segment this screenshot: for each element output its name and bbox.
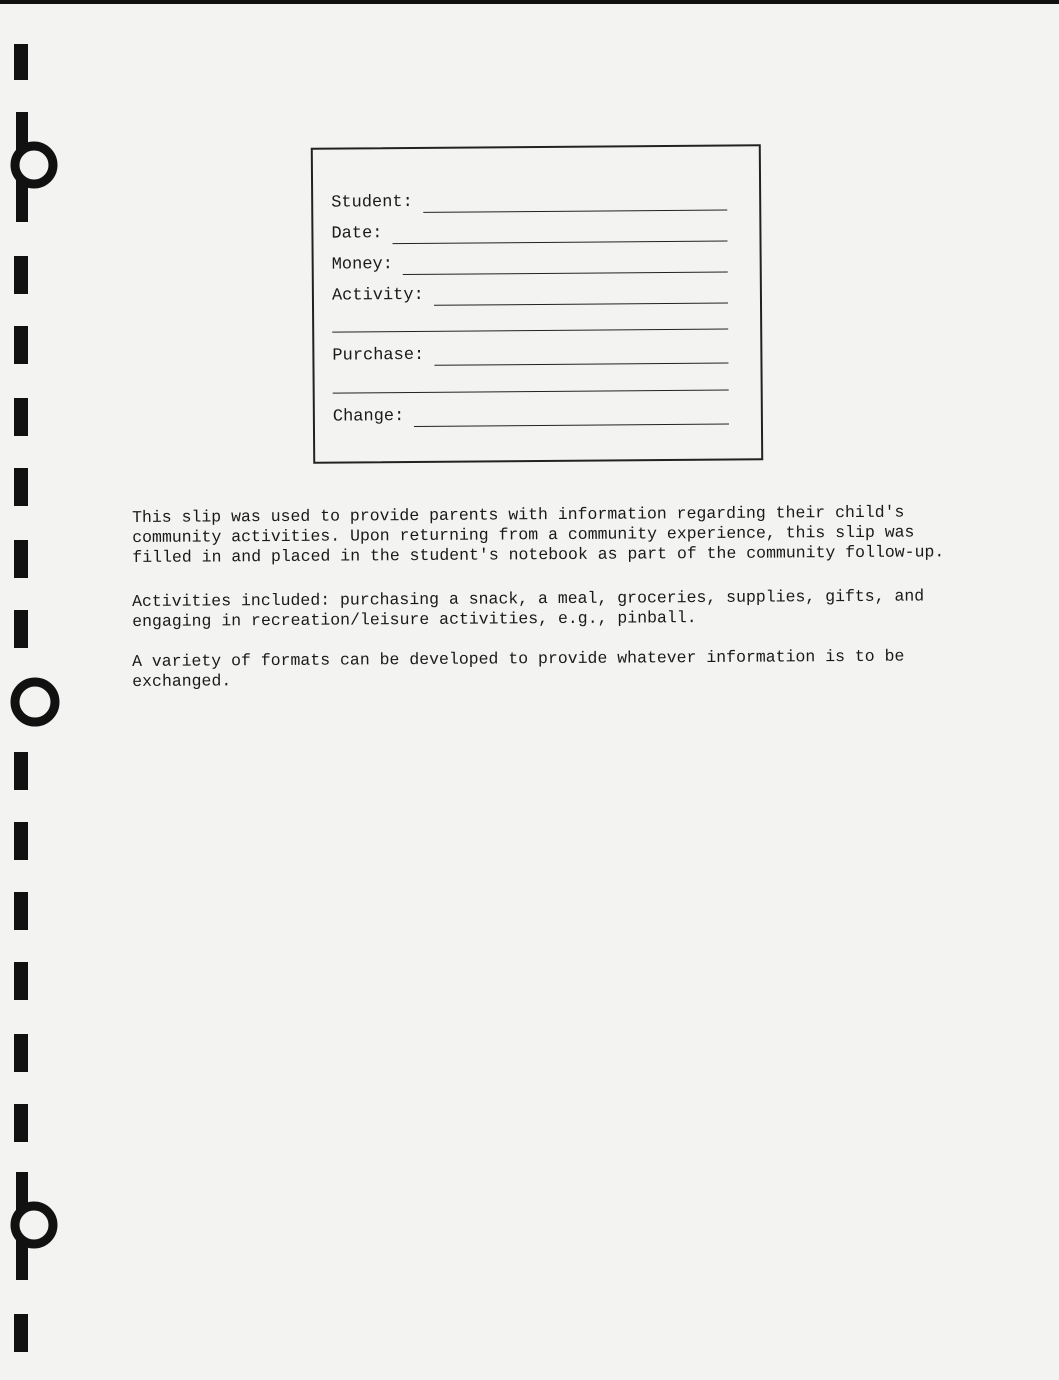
binder-tick [14, 610, 28, 648]
money-label: Money: [331, 255, 393, 275]
description-paragraph-2: Activities included: purchasing a snack, a meal, groceries, supplies, gifts, and engaging in recreation/leisure activities, e.g., pinball. [132, 586, 925, 631]
binder-hole-ring [15, 682, 55, 722]
change-row [333, 404, 729, 427]
date-label: Date: [331, 224, 383, 244]
purchase-row [332, 343, 728, 366]
binder-tick [14, 1034, 28, 1072]
student-blank-line [423, 196, 727, 213]
purchase-extra-line [333, 389, 729, 393]
purchase-label: Purchase: [332, 345, 425, 366]
binder-tick [14, 1314, 28, 1352]
binder-tick [14, 468, 28, 506]
student-label: Student: [331, 192, 413, 213]
binder-tick [14, 398, 28, 436]
community-slip-form [311, 144, 763, 464]
binder-hole-ring [15, 1206, 53, 1244]
date-blank-line [392, 227, 727, 245]
binder-tick [14, 822, 28, 860]
binder-margin [0, 0, 70, 1380]
binder-tick [14, 962, 28, 1000]
description-paragraph-3: A variety of formats can be developed to provide whatever information is to be exchanged. [132, 646, 905, 691]
money-blank-line [403, 258, 728, 276]
activity-row [332, 284, 728, 307]
activity-extra-line [332, 328, 728, 332]
description-paragraph-1: This slip was used to provide parents with information regarding their child's community activities. Upon returning from a community experience, this slip was filled in and placed in the student's notebook as part of the community follow-up. [132, 502, 945, 567]
binder-tick [14, 1104, 28, 1142]
binder-tick [14, 752, 28, 790]
student-row [331, 191, 727, 214]
binder-hole-ring [15, 146, 53, 184]
binder-tick [14, 892, 28, 930]
activity-blank-line [434, 289, 728, 306]
activity-label: Activity: [331, 285, 424, 306]
purchase-blank-line [434, 348, 728, 365]
binder-tick [14, 326, 28, 364]
binder-tick [14, 256, 28, 294]
date-row [331, 222, 727, 245]
page-top-edge [0, 0, 1059, 4]
binder-tick [14, 44, 28, 80]
money-row [332, 253, 728, 276]
change-blank-line [414, 409, 729, 426]
binder-tick [14, 540, 28, 578]
change-label: Change: [332, 407, 405, 427]
